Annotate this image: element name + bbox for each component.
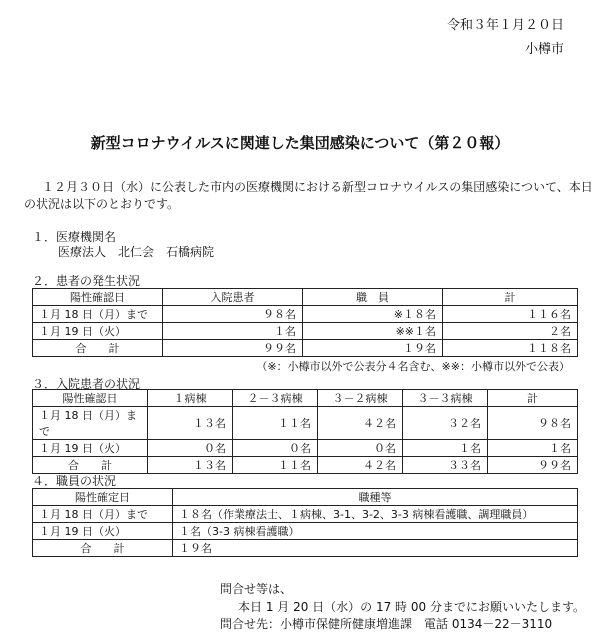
table-header-row bbox=[33, 390, 578, 407]
table-cell: １名 bbox=[488, 440, 578, 457]
table-cell: １月 19 日（火） bbox=[33, 523, 173, 540]
table-row bbox=[33, 523, 578, 540]
table-footnote: （※：小樽市以外で公表分４名含む、※※：小樽市以外で公表） bbox=[256, 360, 570, 373]
column-header: 職 員 bbox=[303, 289, 443, 306]
table-cell: 合 計 bbox=[33, 340, 163, 357]
table-cell: ４２名 bbox=[318, 407, 403, 440]
table-cell: 合 計 bbox=[33, 540, 173, 557]
table-cell: １月 19 日（火） bbox=[33, 440, 148, 457]
table-cell: １３名 bbox=[148, 407, 233, 440]
table-cell: ２名 bbox=[443, 323, 578, 340]
table-cell: １１６名 bbox=[443, 306, 578, 323]
column-header: １病棟 bbox=[148, 390, 233, 407]
column-header: 計 bbox=[443, 289, 578, 306]
table-row bbox=[33, 407, 578, 440]
document-date: 令和３年１月２０日 bbox=[446, 18, 564, 33]
table-cell: １９名 bbox=[303, 340, 443, 357]
column-header: 陽性確認日 bbox=[33, 390, 148, 407]
table-cell: １１８名 bbox=[443, 340, 578, 357]
section-3-heading: ３．入院患者の状況 bbox=[32, 377, 141, 391]
table-total-row bbox=[33, 340, 578, 357]
table-row bbox=[33, 440, 578, 457]
table-cell: １名（3-3 病棟看護職） bbox=[173, 523, 578, 540]
table-cell: ※１８名 bbox=[303, 306, 443, 323]
intro-line-2: の状況は以下のとおりです。 bbox=[24, 197, 180, 211]
contact-intro: 問合せ等は、 bbox=[220, 582, 293, 596]
table-cell: １１名 bbox=[233, 407, 318, 440]
table-header-row bbox=[33, 289, 578, 306]
column-header: 職種等 bbox=[173, 489, 578, 506]
table-cell: ９９名 bbox=[488, 457, 578, 474]
table-row bbox=[33, 323, 578, 340]
table-cell: １９名 bbox=[173, 540, 578, 557]
table-cell: １１名 bbox=[233, 457, 318, 474]
table-cell: ０名 bbox=[318, 440, 403, 457]
facility-name: 医療法人 北仁会 石橋病院 bbox=[58, 245, 215, 259]
table-cell: １月 18 日（月）まで bbox=[33, 506, 173, 523]
table-cell: １８名（作業療法士、１病棟、3-1、3-2、3-3 病棟看護職、調理職員） bbox=[173, 506, 578, 523]
table-cell: ９９名 bbox=[163, 340, 303, 357]
table-cell: ０名 bbox=[148, 440, 233, 457]
table-cell: ３２名 bbox=[403, 407, 488, 440]
contact-info: 問合せ先：小樽市保健所健康増進課 電話 0134－22－3110 bbox=[220, 617, 553, 631]
table-cell: １月 18 日（月）まで bbox=[33, 306, 163, 323]
column-header: 計 bbox=[488, 390, 578, 407]
table-row bbox=[33, 506, 578, 523]
table-cell: １名 bbox=[403, 440, 488, 457]
table-cell: １月 18 日（月）まで bbox=[33, 407, 148, 440]
column-header: ３－３病棟 bbox=[403, 390, 488, 407]
table-cell: ４２名 bbox=[318, 457, 403, 474]
table-cell: １３名 bbox=[148, 457, 233, 474]
document-title: 新型コロナウイルスに関連した集団感染について（第２０報） bbox=[90, 134, 510, 152]
table-cell: ※※１名 bbox=[303, 323, 443, 340]
table-header-row bbox=[33, 489, 578, 506]
table-cell: １名 bbox=[163, 323, 303, 340]
column-header: 陽性確認日 bbox=[33, 289, 163, 306]
section-4-heading: ４．職員の状況 bbox=[32, 474, 117, 488]
section-2-heading: ２．患者の発生状況 bbox=[32, 274, 141, 288]
issuing-organization: 小樽市 bbox=[524, 42, 564, 57]
table-cell: ０名 bbox=[233, 440, 318, 457]
patient-outbreak-table bbox=[32, 288, 578, 357]
intro-line-1: １２月３０日（水）に公表した市内の医療機関における新型コロナウイルスの集団感染について、本日 bbox=[42, 180, 593, 194]
table-total-row bbox=[33, 540, 578, 557]
section-1-heading: １．医療機関名 bbox=[32, 230, 117, 244]
column-header: ２－３病棟 bbox=[233, 390, 318, 407]
column-header: 入院患者 bbox=[163, 289, 303, 306]
column-header: 陽性確定日 bbox=[33, 489, 173, 506]
table-row bbox=[33, 306, 578, 323]
table-cell: ３３名 bbox=[403, 457, 488, 474]
contact-deadline: 本日 1 月 20 日（水）の 17 時 00 分までにお願いいたします。 bbox=[238, 600, 586, 614]
inpatient-status-table bbox=[32, 389, 578, 474]
table-cell: ９８名 bbox=[163, 306, 303, 323]
table-cell: １月 19 日（火） bbox=[33, 323, 163, 340]
staff-status-table bbox=[32, 488, 578, 557]
table-cell: ９８名 bbox=[488, 407, 578, 440]
column-header: ３－２病棟 bbox=[318, 390, 403, 407]
table-cell: 合 計 bbox=[33, 457, 148, 474]
table-total-row bbox=[33, 457, 578, 474]
